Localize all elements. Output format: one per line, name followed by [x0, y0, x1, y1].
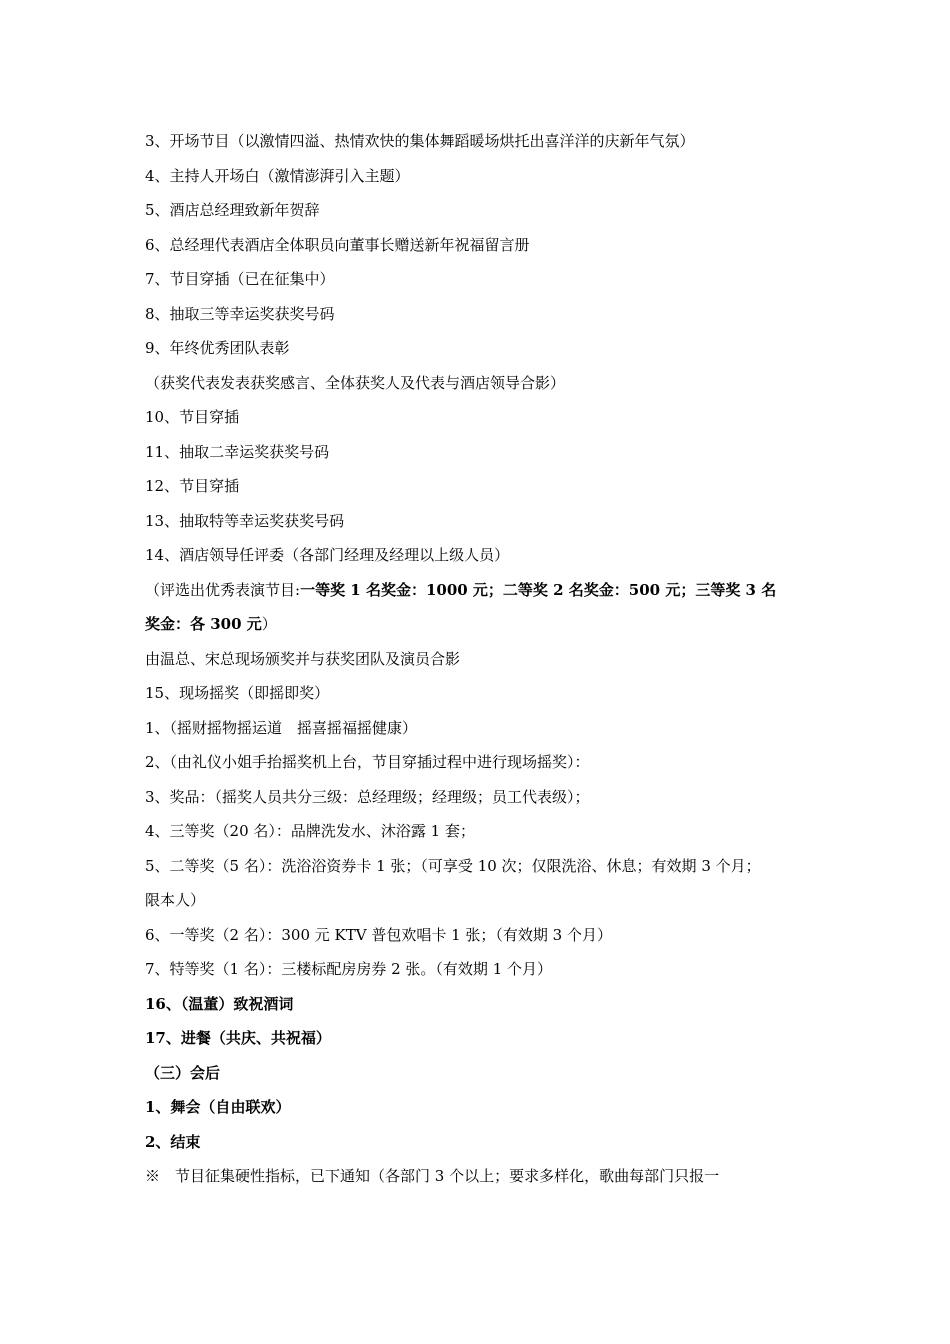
text-line	[145, 366, 825, 401]
text-segment: 1、（摇财摇物摇运道 摇喜摇福摇健康）	[145, 718, 418, 737]
text-segment: 限本人）	[145, 891, 206, 909]
text-line	[145, 297, 825, 332]
text-line	[145, 1056, 825, 1091]
text-line	[145, 849, 825, 884]
text-segment: 6、一等奖（2 名）：300 元 KTV 普包欢唱卡 1 张；（有效期 3 个月）	[145, 925, 612, 944]
bold-text-segment: 1、舞会（自由联欢）	[145, 1098, 291, 1116]
text-line	[145, 711, 825, 746]
text-line	[145, 538, 825, 573]
text-line	[145, 642, 825, 677]
text-line	[145, 159, 825, 194]
text-line	[145, 1021, 825, 1056]
text-segment: （获奖代表发表获奖感言、全体获奖人及代表与酒店领导合影）	[145, 373, 566, 392]
text-line	[145, 331, 825, 366]
text-line	[145, 814, 825, 849]
bold-text-segment: 奖金：各 300 元	[145, 615, 262, 633]
text-line	[145, 193, 825, 228]
text-line	[145, 607, 825, 642]
text-segment: 10、节目穿插	[145, 408, 240, 426]
text-segment: 5、酒店总经理致新年贺辞	[145, 201, 320, 219]
text-line	[145, 918, 825, 953]
text-segment: 由温总、宋总现场颁奖并与获奖团队及演员合影	[145, 649, 461, 668]
text-segment: ※ 节目征集硬性指标，已下通知（各部门 3 个以上；要求多样化，歌曲每部门只报一	[145, 1167, 720, 1185]
text-line	[145, 504, 825, 539]
text-segment: 8、抽取三等幸运奖获奖号码	[145, 304, 335, 323]
text-segment: 9、年终优秀团队表彰	[145, 339, 290, 357]
document-body	[145, 124, 825, 1194]
bold-text-segment: 17、进餐（共庆、共祝福）	[145, 1029, 331, 1047]
text-segment: 4、三等奖（20 名）：品牌洗发水、沐浴露 1 套；	[145, 822, 475, 840]
text-line	[145, 262, 825, 297]
text-segment: 6、总经理代表酒店全体职员向董事长赠送新年祝福留言册	[145, 235, 530, 254]
text-segment: ）	[261, 615, 277, 633]
text-line	[145, 435, 825, 470]
text-line	[145, 883, 825, 918]
text-line	[145, 124, 825, 159]
text-line	[145, 952, 825, 987]
text-segment: （评选出优秀表演节目:	[145, 580, 301, 599]
text-line	[145, 745, 825, 780]
text-line	[145, 1125, 825, 1160]
text-segment: 7、节目穿插（已在征集中）	[145, 270, 335, 288]
text-line	[145, 228, 825, 263]
text-line	[145, 1090, 825, 1125]
text-line	[145, 400, 825, 435]
text-segment: 7、特等奖（1 名）：三楼标配房房券 2 张。（有效期 1 个月）	[145, 960, 553, 978]
text-line	[145, 1159, 825, 1194]
text-line	[145, 469, 825, 504]
text-segment: 3、奖品：（摇奖人员共分三级：总经理级；经理级；员工代表级）；	[145, 787, 590, 806]
text-line	[145, 676, 825, 711]
bold-text-segment: 一等奖 1 名奖金：1000 元；二等奖 2 名奖金：500 元；三等奖 3 名	[300, 580, 777, 599]
text-segment: 12、节目穿插	[145, 477, 240, 495]
text-segment: 2、（由礼仪小姐手抬摇奖机上台，节目穿插过程中进行现场摇奖）：	[145, 753, 590, 771]
bold-text-segment: 16、（温董）致祝酒词	[145, 994, 294, 1013]
text-segment: 15、现场摇奖（即摇即奖）	[145, 684, 330, 702]
bold-text-segment: 2、结束	[145, 1132, 201, 1151]
text-line	[145, 780, 825, 815]
text-segment: 3、开场节目（以激情四溢、热情欢快的集体舞蹈暖场烘托出喜洋洋的庆新年气氛）	[145, 132, 695, 150]
bold-text-segment: （三）会后	[145, 1063, 221, 1082]
text-segment: 5、二等奖（5 名）：洗浴浴资券卡 1 张；（可享受 10 次；仅限洗浴、休息；有效期 3 个月；	[145, 856, 761, 875]
text-line	[145, 573, 825, 608]
text-segment: 13、抽取特等幸运奖获奖号码	[145, 511, 345, 530]
text-segment: 11、抽取二幸运奖获奖号码	[145, 442, 330, 461]
text-line	[145, 987, 825, 1022]
text-segment: 4、主持人开场白（激情澎湃引入主题）	[145, 166, 410, 185]
text-segment: 14、酒店领导任评委（各部门经理及经理以上级人员）	[145, 546, 510, 564]
